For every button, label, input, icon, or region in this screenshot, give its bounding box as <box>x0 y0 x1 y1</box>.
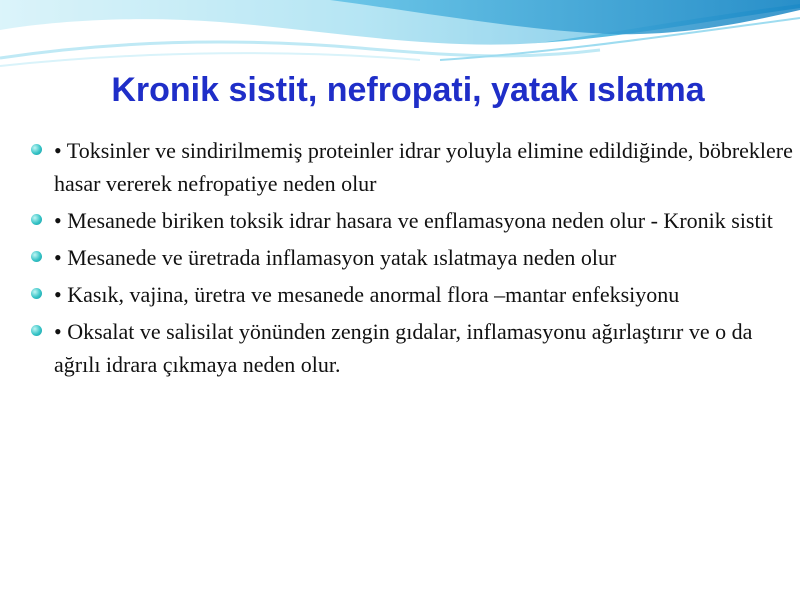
bullet-dot-icon <box>31 214 42 225</box>
bullet-item <box>28 278 798 311</box>
bullet-text: • Mesanede biriken toksik idrar hasara ve enflamasyona neden olur - Kronik sistit <box>54 208 773 233</box>
bullet-text: • Toksinler ve sindirilmemiş proteinler idrar yoluyla elimine edildiğinde, böbreklere hasar vererek nefropatiye neden olur <box>54 138 793 196</box>
bullet-dot-icon <box>31 144 42 155</box>
bullet-text: • Oksalat ve salisilat yönünden zengin gıdalar, inflamasyonu ağırlaştırır ve o da ağrılı idrara çıkmaya neden olur. <box>54 319 753 377</box>
bullet-text: • Mesanede ve üretrada inflamasyon yatak ıslatmaya neden olur <box>54 245 617 270</box>
bullet-text: • Kasık, vajina, üretra ve mesanede anormal flora –mantar enfeksiyonu <box>54 282 680 307</box>
bullet-dot-icon <box>31 251 42 262</box>
bullet-item <box>28 315 798 381</box>
bullet-list <box>28 134 798 385</box>
slide-title: Kronik sistit, nefropati, yatak ıslatma <box>111 71 705 109</box>
bullet-dot-icon <box>31 288 42 299</box>
wave-header-decoration <box>0 0 800 70</box>
bullet-item <box>28 134 798 200</box>
bullet-item <box>28 204 798 237</box>
bullet-dot-icon <box>31 325 42 336</box>
bullet-item <box>28 241 798 274</box>
